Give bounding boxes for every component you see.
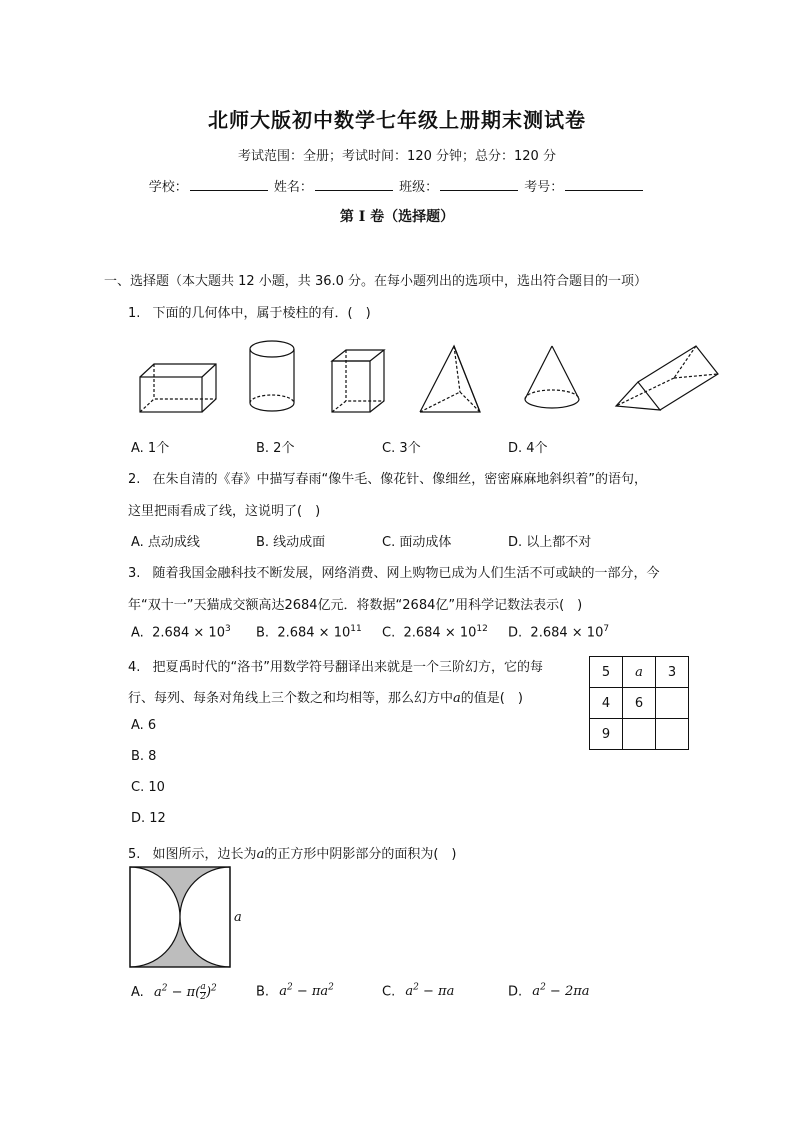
- class-blank[interactable]: [440, 178, 518, 191]
- q3-option-a[interactable]: [131, 624, 231, 640]
- q2-option-c[interactable]: C. 面动成体: [382, 535, 452, 550]
- student-info-fields: [0, 176, 794, 195]
- text-part: 的值是( ): [460, 691, 523, 706]
- option-exponent: 12: [476, 624, 488, 634]
- grid-cell: a: [623, 657, 656, 688]
- option-label: A.: [131, 985, 144, 1000]
- class-label: 班级：: [399, 180, 439, 195]
- square-prism-solid: [332, 350, 384, 412]
- option-expression: $a^2 - \pi$( $\frac{a}{2}$ )$^2$: [153, 982, 217, 1002]
- grid-cell: 5: [590, 657, 623, 688]
- question-text: 下面的几何体中，属于棱柱的有．( ): [152, 306, 371, 321]
- q1-option-d[interactable]: D. 4个: [508, 441, 548, 456]
- grid-cell: [656, 688, 689, 719]
- shaded-square-figure: [128, 865, 248, 969]
- grid-cell: 4: [590, 688, 623, 719]
- grid-cell: [623, 719, 656, 750]
- question-number: 4.: [128, 660, 141, 675]
- q1-option-a[interactable]: A. 1个: [131, 441, 170, 456]
- option-base: 2.684 × 10: [152, 625, 225, 641]
- cone-solid: [525, 346, 579, 408]
- q2-option-d[interactable]: D. 以上都不对: [508, 535, 592, 550]
- q5-option-c[interactable]: [382, 983, 454, 999]
- question-number: 1.: [128, 306, 141, 321]
- question-number: 3.: [128, 566, 141, 581]
- exam-info: 考试范围：全册；考试时间：120 分钟；总分：120 分: [238, 149, 556, 164]
- question-text-line1: 在朱自清的《春》中描写春雨“像牛毛、像花针、像细丝，密密麻麻地斜织着”的语句，: [152, 472, 648, 487]
- option-base: 2.684 × 10: [277, 625, 351, 641]
- school-blank[interactable]: [190, 178, 268, 191]
- q2-option-a[interactable]: A. 点动成线: [131, 535, 200, 550]
- question-1: [128, 302, 371, 321]
- question-5: [128, 843, 456, 862]
- option-label: C.: [382, 625, 396, 641]
- q4-option-b[interactable]: B. 8: [131, 749, 157, 764]
- option-base: 2.684 × 10: [403, 625, 477, 641]
- variable-a: a: [256, 847, 265, 862]
- question-text-line1: 把夏禹时代的“洛书”用数学符号翻译出来就是一个三阶幻方，它的每: [152, 660, 544, 675]
- q3-option-c[interactable]: [382, 624, 488, 640]
- question-text-start: 如图所示，边长为: [152, 847, 257, 862]
- option-label: D.: [508, 984, 523, 1000]
- question-text-end: 的正方形中阴影部分的面积为( ): [264, 847, 457, 862]
- question-text-line2: [128, 687, 523, 706]
- q1-option-c[interactable]: C. 3个: [382, 441, 421, 456]
- question-text-line2: 年“双十一”天猫成交额高达2684亿元．将数据“2684亿”用科学记数法表示( ): [128, 598, 583, 613]
- option-label: D.: [508, 625, 523, 641]
- q5-option-d[interactable]: [508, 983, 590, 999]
- page-title: 北师大版初中数学七年级上册期末测试卷: [208, 108, 586, 132]
- side-label-a: a: [234, 910, 242, 925]
- option-label: B.: [256, 625, 270, 641]
- grid-cell: [656, 719, 689, 750]
- q2-option-b[interactable]: B. 线动成面: [256, 535, 326, 550]
- cylinder-solid: [250, 341, 294, 411]
- triangular-prism-solid: [616, 346, 718, 410]
- option-exponent: 7: [603, 624, 610, 634]
- section-title: 第 I 卷（选择题）: [339, 209, 455, 225]
- part-heading: 一、选择题（本大题共 12 小题，共 36.0 分。在每小题列出的选项中，选出符合题目的一项）: [104, 274, 648, 289]
- triangular-pyramid-solid: [420, 346, 480, 412]
- option-base: 2.684 × 10: [530, 625, 604, 641]
- question-text-line1: 随着我国金融科技不断发展，网络消费、网上购物已成为人们生活不可或缺的一部分，今: [152, 566, 660, 581]
- name-label: 姓名：: [273, 180, 313, 195]
- question-4: [128, 656, 543, 675]
- option-exponent: 3: [224, 624, 231, 634]
- option-exponent: 11: [350, 624, 362, 634]
- grid-cell: 6: [623, 688, 656, 719]
- option-label: A.: [131, 625, 144, 641]
- solids-figure: [130, 336, 720, 418]
- school-label: 学校：: [148, 180, 188, 195]
- exam-number-blank[interactable]: [565, 178, 643, 191]
- q4-option-d[interactable]: D. 12: [131, 811, 166, 826]
- q4-option-a[interactable]: A. 6: [131, 718, 157, 733]
- grid-cell: 3: [656, 657, 689, 688]
- question-number: 2.: [128, 472, 141, 487]
- option-label: C.: [382, 984, 396, 1000]
- q3-option-b[interactable]: [256, 624, 362, 640]
- cuboid-solid: [140, 364, 216, 412]
- q3-option-d[interactable]: [508, 624, 609, 640]
- option-label: B.: [256, 984, 270, 1000]
- q4-option-c[interactable]: C. 10: [131, 780, 165, 795]
- q5-option-a[interactable]: [131, 983, 217, 1002]
- question-2: [128, 468, 647, 487]
- text-part: 行、每列、每条对角线上三个数之和均相等，那么幻方中: [128, 691, 454, 706]
- question-number: 5.: [128, 847, 141, 862]
- name-blank[interactable]: [315, 178, 393, 191]
- grid-cell: 9: [590, 719, 623, 750]
- question-text-line2: 这里把雨看成了线，这说明了( ): [128, 504, 321, 519]
- magic-square-grid: [589, 656, 689, 750]
- q5-option-b[interactable]: [256, 983, 334, 999]
- option-expression: $a^2 - 2\pi a$: [532, 983, 590, 1000]
- variable-a: a: [453, 691, 461, 706]
- option-expression: $a^2 - \pi a$: [405, 983, 455, 1000]
- question-3: [128, 562, 660, 581]
- exam-number-label: 考号：: [524, 180, 564, 195]
- option-expression: $a^2 - \pi a^2$: [279, 983, 334, 1000]
- q1-option-b[interactable]: B. 2个: [256, 441, 295, 456]
